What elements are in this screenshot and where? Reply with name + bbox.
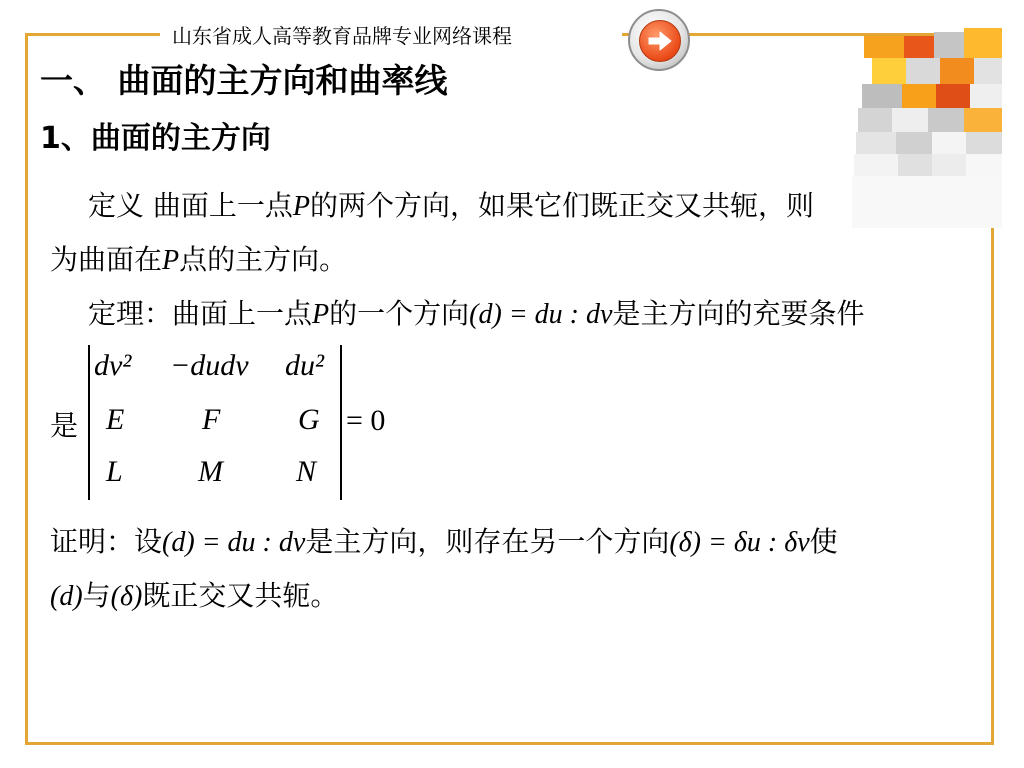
definition-text: 为曲面在 <box>50 243 163 276</box>
proof-text: 使 <box>809 525 838 558</box>
definition-line-2 <box>50 238 347 278</box>
proof-line-1 <box>50 520 838 560</box>
point-p: P <box>292 191 311 222</box>
definition-text: 点的主方向。 <box>179 243 348 276</box>
matrix-cell: M <box>198 455 223 488</box>
definition-text: 定义 曲面上一点 <box>88 189 293 222</box>
matrix-cell: du² <box>285 349 324 382</box>
direction-formula: (d) = du : dv <box>469 299 613 330</box>
proof-text: 证明：设 <box>50 525 163 558</box>
theorem-line <box>88 292 864 332</box>
definition-text: 的两个方向，如果它们既正交又共轭，则 <box>310 189 815 222</box>
direction-delta: (δ) <box>110 581 143 612</box>
point-p: P <box>162 245 180 276</box>
proof-text: 是主方向，则存在另一个方向 <box>305 525 670 558</box>
determinant-equals: = 0 <box>346 404 386 437</box>
section-heading: 一、 曲面的主方向和曲率线 <box>40 61 448 100</box>
proof-text: 既正交又共轭。 <box>142 579 339 612</box>
theorem-text: 的一个方向 <box>329 297 470 330</box>
direction-formula: (d) = du : dv <box>162 527 306 558</box>
decorative-blocks <box>852 28 1002 228</box>
delta-formula: (δ) = δu : δv <box>669 527 810 558</box>
matrix-cell: −dudv <box>170 349 249 382</box>
next-button[interactable] <box>628 9 690 71</box>
matrix-cell: L <box>106 455 123 488</box>
determinant <box>88 345 342 500</box>
subsection-heading: 1、曲面的主方向 <box>40 121 271 156</box>
matrix-cell: E <box>106 403 125 436</box>
determinant-prefix: 是 <box>50 409 79 442</box>
proof-text: 与 <box>82 579 111 612</box>
definition-line-1 <box>88 184 814 224</box>
right-arrow-icon <box>639 20 681 62</box>
proof-line-2 <box>50 574 338 614</box>
course-title: 山东省成人高等教育品牌专业网络课程 <box>172 24 512 48</box>
theorem-text: 是主方向的充要条件 <box>612 297 865 330</box>
matrix-cell: N <box>296 455 317 488</box>
theorem-text: 定理：曲面上一点 <box>88 297 313 330</box>
matrix-cell: F <box>202 403 221 436</box>
point-p: P <box>312 299 330 330</box>
matrix-cell: dv² <box>94 349 132 382</box>
matrix-cell: G <box>298 403 320 436</box>
direction-d: (d) <box>50 581 83 612</box>
